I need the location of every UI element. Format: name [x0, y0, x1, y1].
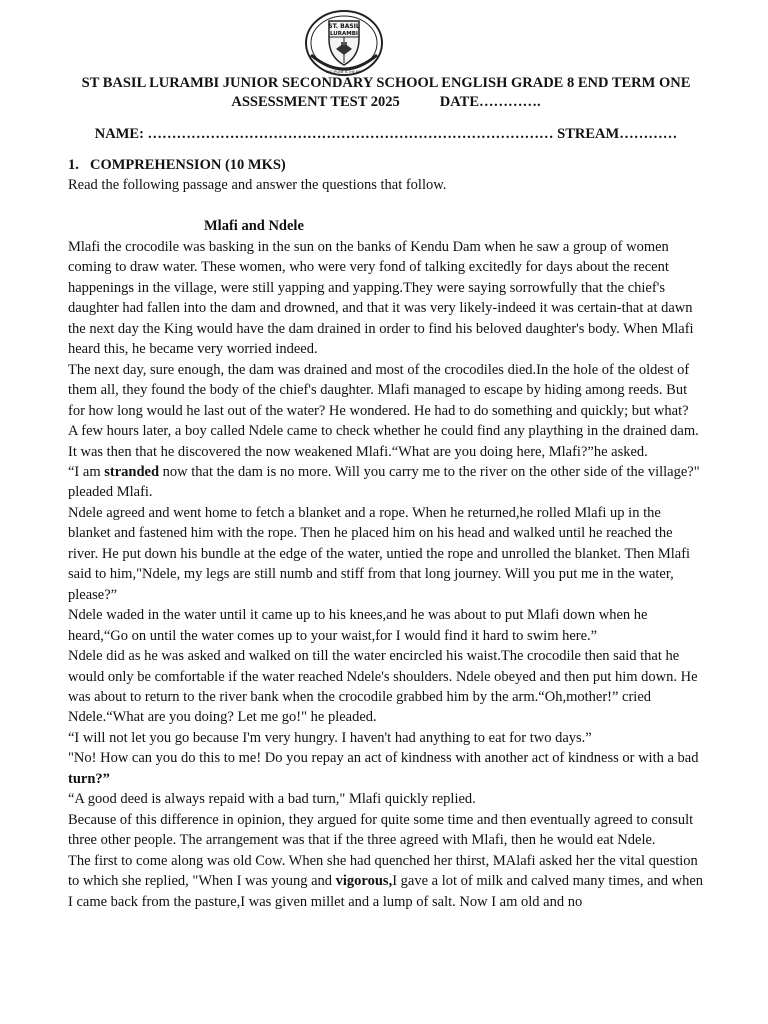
logo-text-top: ST. BASIL	[328, 23, 360, 30]
passage-paragraph: “I will not let you go because I'm very hungry. I haven't had anything to eat for two days.”	[68, 729, 592, 746]
passage-paragraph: Ndele did as he was asked and walked on till the water encircled his waist.The crocodile then said that he would only be comfortable if the water reached Ndele's shoulders. Ndele obeyed and then put him down. He was about to return to the river bank when the crocodile grabbed him by the arm.“Oh,mother!” cried Ndele.“What are you doing? Let me go!" he pleaded.	[68, 648, 698, 726]
school-crest-icon	[303, 9, 385, 77]
passage-title: Mlafi and Ndele	[204, 218, 304, 234]
bold-word-stranded: stranded	[104, 463, 160, 480]
text-run: now that the dam is no more. Will you carry me to the river on the other side of the village?" pleaded Mlafi.	[68, 463, 700, 501]
header-date-field: DATE………….	[439, 94, 541, 110]
header-title-line2	[68, 93, 704, 112]
logo-motto: DISCIPLINE IS THE KEY	[325, 70, 363, 74]
section-title: COMPREHENSION (10 MKS)	[90, 157, 286, 173]
passage-body	[68, 237, 704, 912]
section-instruction: Read the following passage and answer the questions that follow.	[68, 177, 447, 193]
exam-header	[68, 74, 704, 112]
passage-paragraph	[68, 851, 704, 912]
text-run: "No! How can you do this to me! Do you repay an act of kindness with another act of kindness or with a bad	[68, 750, 699, 767]
text-run: The first to come along was old Cow. When she had quenched her thirst, MAlafi asked her the vital question to which she replied, "When I was young and	[68, 852, 698, 890]
text-run: I gave a lot of milk and calved many times, and when I came back from the pasture,I was given millet and a lump of salt. Now I am old and no	[68, 873, 704, 910]
bold-word-vigorous: vigorous,	[335, 873, 393, 890]
passage-paragraph: Ndele waded in the water until it came up to his knees,and he was about to put Mlafi down when he heard,“Go on until the water comes up to your waist,for I would find it hard to swim here.”	[68, 607, 648, 644]
passage-paragraph	[68, 748, 704, 789]
section-number: 1.	[68, 157, 79, 173]
section-heading	[68, 156, 286, 175]
header-assessment: ASSESSMENT TEST 2025	[231, 94, 400, 110]
passage-paragraph: The next day, sure enough, the dam was drained and most of the crocodiles died.In the hole of the oldest of them all, they found the body of the chief's daughter. Mlafi managed to escape by hiding among reeds. But for how long would he last out of the water? He wondered. He had to do something and quickly; but what?	[68, 361, 690, 419]
text-run: “I am	[68, 463, 105, 480]
school-logo	[303, 9, 385, 77]
name-stream-line: NAME: ………………………………………………………………………… STREAM…………	[94, 126, 678, 142]
passage-paragraph: Mlafi the crocodile was basking in the sun on the banks of Kendu Dam when he saw a group of women coming to draw water. These women, who were very fond of talking excitedly for days about the recent happenings in the village, were still yapping and yapping.They were saying sorrowfully that the chief's daughter had fallen into the dam and drowned, and that it was very likely-indeed it was certain-that at dawn the next day the King would have the dam drained in order to find his beloved daughter's body. When Mlafi heard this, he became very worried indeed.	[68, 239, 694, 358]
logo-text-mid: LURAMBI	[330, 31, 358, 37]
passage-paragraph	[68, 462, 704, 503]
passage-paragraph: “A good deed is always repaid with a bad turn," Mlafi quickly replied.	[68, 791, 476, 808]
passage-paragraph: A few hours later, a boy called Ndele came to check whether he could find any plaything in the drained dam. It was then that he discovered the now weakened Mlafi.“What are you doing here, Mlafi?”he asked.	[68, 423, 699, 460]
passage-paragraph: Because of this difference in opinion, they argued for quite some time and then eventually agreed to consult three other people. The arrangement was that if the three agreed with Mlafi, then he would eat Ndele.	[68, 811, 694, 849]
bold-word-turn: turn?”	[68, 770, 110, 787]
header-title-line1: ST BASIL LURAMBI JUNIOR SECONDARY SCHOOL ENGLISH GRADE 8 END TERM ONE	[81, 75, 691, 91]
passage-paragraph: Ndele agreed and went home to fetch a blanket and a rope. When he returned,he rolled Mlafi up in the blanket and fastened him with the rope. Then he placed him on his head and walked until he reached the river. He put down his bundle at the edge of the water, untied the rope and unrolled the blanket. Then Mlafi said to him,"Ndele, my legs are still numb and stiff from that long journey. Will you put me in the water, please?”	[68, 504, 691, 603]
